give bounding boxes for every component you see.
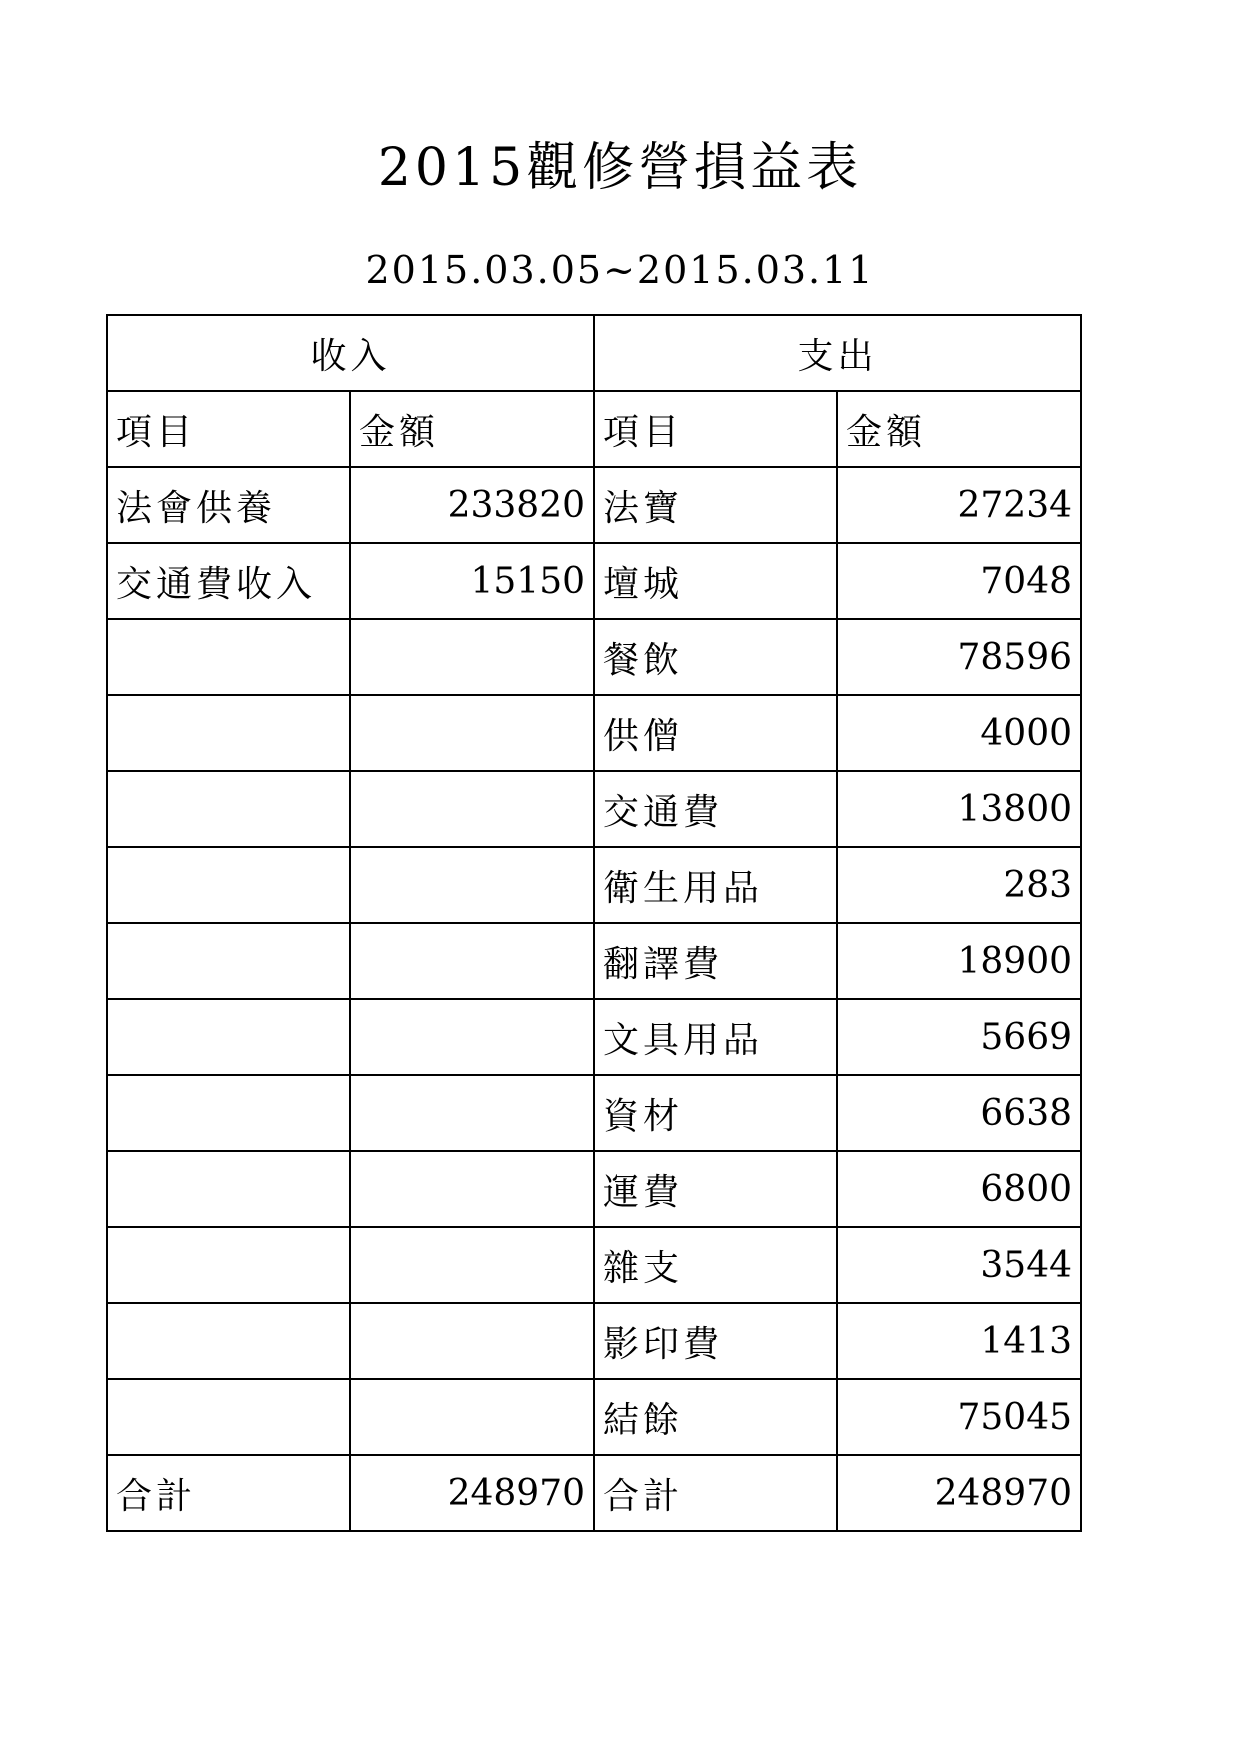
income-item-cell [107, 1379, 350, 1455]
income-amount-cell [350, 999, 594, 1075]
income-amount-cell [350, 923, 594, 999]
expense-item-cell: 餐飲 [594, 619, 837, 695]
income-amount-cell [350, 771, 594, 847]
expense-amount-cell: 75045 [837, 1379, 1081, 1455]
expense-amount-cell: 27234 [837, 467, 1081, 543]
expense-header: 支出 [594, 315, 1081, 391]
income-amount-cell [350, 1379, 594, 1455]
expense-item-cell: 文具用品 [594, 999, 837, 1075]
table-row [107, 619, 1081, 695]
expense-total-label: 合計 [594, 1455, 837, 1531]
income-amount-cell: 233820 [350, 467, 594, 543]
expense-item-header: 項目 [594, 391, 837, 467]
income-amount-cell [350, 619, 594, 695]
expense-amount-cell: 78596 [837, 619, 1081, 695]
expense-item-cell: 供僧 [594, 695, 837, 771]
expense-item-cell: 結餘 [594, 1379, 837, 1455]
table-row [107, 543, 1081, 619]
expense-amount-cell: 283 [837, 847, 1081, 923]
expense-amount-cell: 6800 [837, 1151, 1081, 1227]
expense-item-cell: 法寶 [594, 467, 837, 543]
ledger-body [107, 315, 1081, 1531]
expense-amount-cell: 7048 [837, 543, 1081, 619]
income-total-amount: 248970 [350, 1455, 594, 1531]
expense-item-cell: 壇城 [594, 543, 837, 619]
income-amount-cell [350, 695, 594, 771]
income-amount-cell [350, 1303, 594, 1379]
table-row [107, 1075, 1081, 1151]
date-range: 2015.03.05~2015.03.11 [365, 248, 875, 292]
profit-loss-table [106, 314, 1082, 1532]
income-item-cell [107, 1075, 350, 1151]
income-item-cell [107, 1227, 350, 1303]
section-header-row [107, 315, 1081, 391]
income-item-cell [107, 1151, 350, 1227]
income-amount-cell [350, 847, 594, 923]
table-row [107, 695, 1081, 771]
column-header-row [107, 391, 1081, 467]
income-amount-header: 金額 [350, 391, 594, 467]
expense-item-cell: 雜支 [594, 1227, 837, 1303]
income-amount-cell: 15150 [350, 543, 594, 619]
expense-item-cell: 衛生用品 [594, 847, 837, 923]
income-item-cell [107, 619, 350, 695]
table-row [107, 923, 1081, 999]
table-row [107, 771, 1081, 847]
expense-item-cell: 影印費 [594, 1303, 837, 1379]
income-item-cell: 法會供養 [107, 467, 350, 543]
expense-item-cell: 交通費 [594, 771, 837, 847]
income-amount-cell [350, 1227, 594, 1303]
income-item-cell [107, 923, 350, 999]
table-row [107, 999, 1081, 1075]
table-row [107, 467, 1081, 543]
expense-amount-cell: 5669 [837, 999, 1081, 1075]
expense-amount-cell: 6638 [837, 1075, 1081, 1151]
expense-item-cell: 資材 [594, 1075, 837, 1151]
table-row [107, 1303, 1081, 1379]
income-header: 收入 [107, 315, 594, 391]
expense-amount-cell: 1413 [837, 1303, 1081, 1379]
expense-amount-header: 金額 [837, 391, 1081, 467]
table-row [107, 1227, 1081, 1303]
income-item-cell [107, 695, 350, 771]
expense-amount-cell: 4000 [837, 695, 1081, 771]
income-item-cell [107, 847, 350, 923]
expense-amount-cell: 13800 [837, 771, 1081, 847]
income-item-cell [107, 1303, 350, 1379]
page-title: 2015觀修營損益表 [377, 138, 863, 198]
income-amount-cell [350, 1075, 594, 1151]
income-item-header: 項目 [107, 391, 350, 467]
expense-amount-cell: 18900 [837, 923, 1081, 999]
expense-item-cell: 運費 [594, 1151, 837, 1227]
income-total-label: 合計 [107, 1455, 350, 1531]
expense-total-amount: 248970 [837, 1455, 1081, 1531]
income-item-cell: 交通費收入 [107, 543, 350, 619]
table-row [107, 1379, 1081, 1455]
total-row [107, 1455, 1081, 1531]
expense-item-cell: 翻譯費 [594, 923, 837, 999]
table-row [107, 847, 1081, 923]
expense-amount-cell: 3544 [837, 1227, 1081, 1303]
income-amount-cell [350, 1151, 594, 1227]
table-row [107, 1151, 1081, 1227]
income-item-cell [107, 999, 350, 1075]
income-item-cell [107, 771, 350, 847]
